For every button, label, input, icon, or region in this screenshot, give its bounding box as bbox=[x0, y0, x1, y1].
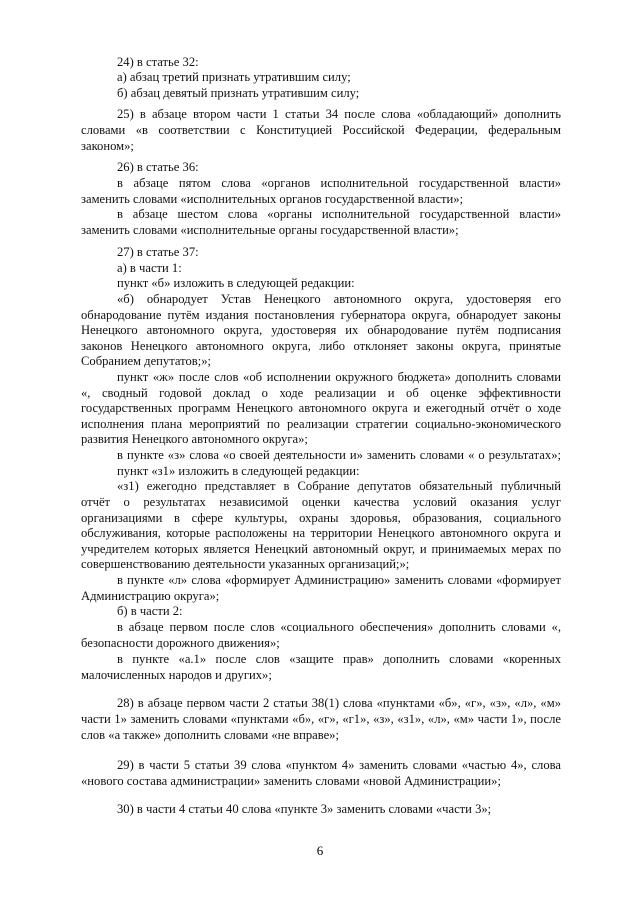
text-line: словами «в соответствии с Конституцией Российской Федерации, федеральным bbox=[81, 123, 561, 137]
text-line: пункт «з1» изложить в следующей редакции: bbox=[117, 464, 360, 478]
page-number: 6 bbox=[316, 843, 324, 858]
text-line: «нового состава администрации» заменить словами «новой Администрации»; bbox=[81, 774, 501, 788]
text-line: в абзаце первом после слов «социального обеспечения» дополнить словами «, bbox=[117, 620, 561, 634]
text-line: в пункте «л» слова «формирует Администрацию» заменить словами «формирует bbox=[117, 573, 561, 587]
text-line: обслуживания, которые расположены на территории Ненецкого автономного округа и bbox=[81, 526, 561, 540]
text-line: 25) в абзаце втором части 1 статьи 34 после слова «обладающий» дополнить bbox=[117, 107, 561, 121]
text-line: отчёт о результатах независимой оценки качества условий оказания услуг bbox=[81, 495, 561, 509]
text-line: безопасности дорожного движения»; bbox=[81, 636, 280, 650]
text-line: малочисленных народов и других»; bbox=[81, 668, 272, 682]
text-line: «з1) ежегодно представляет в Собрание депутатов обязательный публичный bbox=[117, 479, 561, 493]
text-line: исполнения плана мероприятий по реализации стратегии социально-экономического bbox=[81, 417, 561, 431]
text-line: пункт «б» изложить в следующей редакции: bbox=[117, 276, 355, 290]
text-line: а) абзац третий признать утратившим силу; bbox=[117, 70, 351, 84]
text-line: б) абзац девятый признать утратившим силу; bbox=[117, 86, 360, 100]
text-line: слов «а также» дополнить словами «не вправе»; bbox=[81, 728, 339, 742]
text-line: 30) в части 4 статьи 40 слова «пункте 3» заменить словами «части 3»; bbox=[117, 802, 492, 816]
text-line: государственных программ Ненецкого автономного округа и ежегодный отчёт о ходе bbox=[81, 401, 561, 415]
text-line: Администрацию округа»; bbox=[81, 589, 220, 603]
text-line: 27) в статье 37: bbox=[117, 245, 199, 259]
text-line: в абзаце пятом слова «органов исполнительной государственной власти» bbox=[117, 176, 561, 190]
text-line: пункт «ж» после слов «об исполнении окружного бюджета» дополнить словами bbox=[117, 370, 561, 384]
text-line: совершенствованию деятельности указанных организаций;»; bbox=[81, 557, 410, 571]
text-line: а) в части 1: bbox=[117, 261, 182, 275]
text-line: обнародование путём издания постановления губернатора округа, обнародует законы bbox=[81, 308, 561, 322]
text-line: развития Ненецкого автономного округа»; bbox=[81, 432, 308, 446]
text-line: в абзаце шестом слова «органы исполнительной государственной власти» bbox=[117, 207, 561, 221]
text-line: 24) в статье 32: bbox=[117, 55, 199, 69]
text-line: заменить словами «исполнительные органы государственной власти»; bbox=[81, 223, 459, 237]
text-line: 29) в части 5 статьи 39 слова «пунктом 4» заменить словами «частью 4», слова bbox=[117, 758, 561, 772]
text-line: «б) обнародует Устав Ненецкого автономного округа, удостоверяя его bbox=[117, 292, 561, 306]
text-line: в пункте «а.1» после слов «защите прав» дополнить словами «коренных bbox=[117, 652, 561, 666]
text-line: законов Ненецкого автономного округа, либо отклоняет законы округа, принятые bbox=[81, 339, 561, 353]
text-line: Ненецкого автономного округа, удостоверяя их обнародование путём подписания bbox=[81, 323, 561, 337]
text-line: в пункте «з» слова «о своей деятельности и» заменить словами « о результатах»; bbox=[117, 448, 561, 462]
text-line: законом»; bbox=[81, 139, 134, 153]
text-line: 28) в абзаце первом части 2 статьи 38(1) слова «пунктами «б», «г», «з», «л», «м» bbox=[117, 696, 561, 710]
text-line: заменить словами «исполнительных органов государственной власти»; bbox=[81, 192, 464, 206]
text-line: учредителем которых является Ненецкий автономный округ, и принимаемых мерах по bbox=[81, 542, 561, 556]
text-line: части 1» заменить словами «пунктами «б», «г», «г1», «з», «з1», «л», «м» части 1», после bbox=[81, 712, 561, 726]
text-line: Собранием депутатов;»; bbox=[81, 354, 212, 368]
text-line: организациями в сфере культуры, охраны здоровья, образования, социального bbox=[81, 511, 561, 525]
text-line: б) в части 2: bbox=[117, 604, 183, 618]
text-line: 26) в статье 36: bbox=[117, 160, 199, 174]
text-line: «, сводный годовой доклад о ходе реализации и об оценке эффективности bbox=[81, 386, 561, 400]
